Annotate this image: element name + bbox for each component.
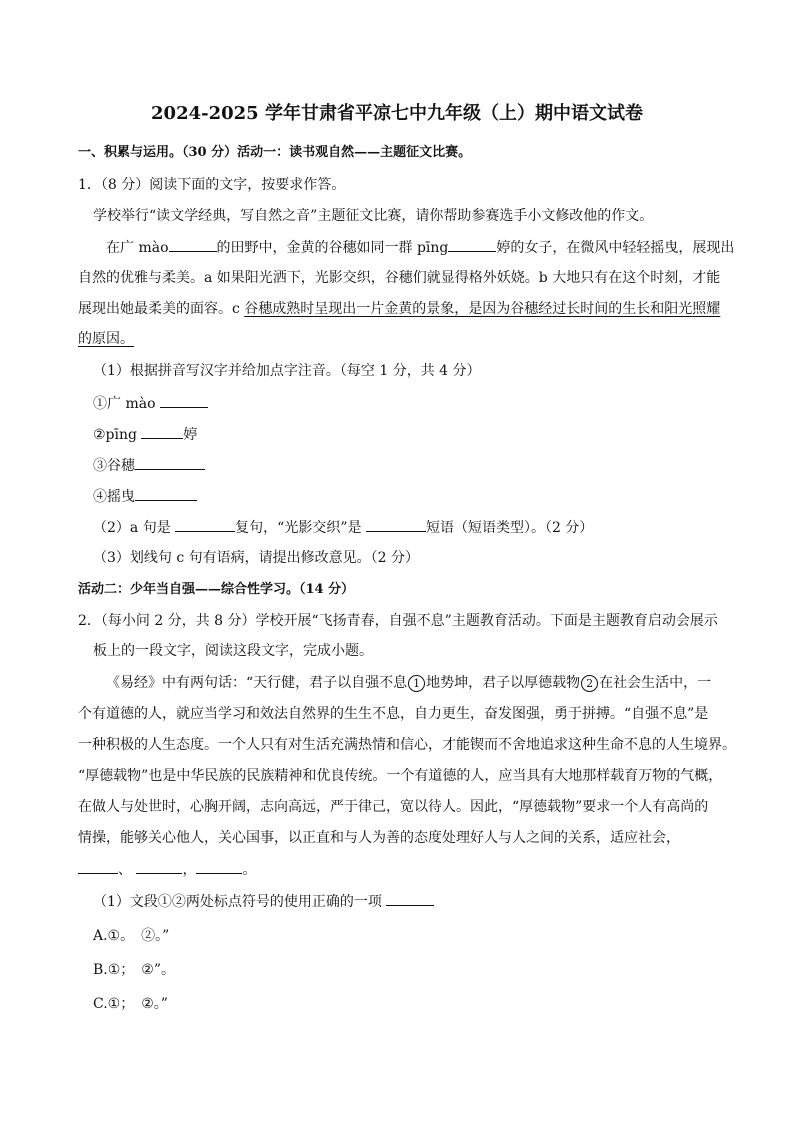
passage-text: 婷的女子，在微风中轻轻摇曳，展现出	[496, 240, 735, 256]
question-1-intro: 学校举行“读文学经典，写自然之音”主题征文比赛，请你帮助参赛选手小文修改他的作文。	[93, 208, 654, 224]
passage-line-1	[106, 237, 734, 258]
q2-sub-question-1	[93, 891, 434, 912]
passage-text: 《易经》中有两句话：“天行健，君子以自强不息	[106, 675, 408, 691]
q2-passage-line-5: 在做人与处世时，心胸开阔，志向高远，严于律己，宽以待人。因此，“厚德载物”要求一个人有高尚的	[78, 799, 709, 815]
item-1	[93, 393, 208, 414]
option-a[interactable]: A.①。 ②。”	[93, 928, 170, 944]
passage-text: 在广 mào	[106, 240, 169, 256]
item-label: ③谷穗	[93, 458, 135, 474]
passage-text: 展现出她最柔美的面容。c	[78, 301, 245, 317]
item-label: ②pīng	[93, 427, 137, 443]
item-3	[93, 455, 205, 476]
punctuation: 、	[118, 862, 132, 878]
sub-question-text: 复句，“光影交织”是	[235, 520, 362, 536]
item-suffix: 婷	[183, 427, 198, 443]
answer-blank[interactable]	[386, 891, 434, 906]
q2-passage-line-4: “厚德载物”也是中华民族的民族精神和优良传统。一个有道德的人，应当具有大地那样载育万物的气概，	[78, 768, 723, 784]
passage-text: 在社会生活中，一	[599, 675, 712, 691]
answer-blank[interactable]	[78, 859, 118, 874]
sub-question-text: （1）文段①②两处标点符号的使用正确的一项	[93, 894, 382, 910]
passage-line-2: 自然的优雅与柔美。a 如果阳光洒下，光影交织，谷穗们就显得格外妖娆。b 大地只有在这个时刻，才能	[78, 270, 721, 286]
sub-question-text: 短语（短语类型）。（2 分）	[425, 520, 594, 536]
activity-heading: 活动二：少年当自强——综合性学习。（14 分）	[78, 582, 355, 597]
punctuation: 。	[242, 862, 257, 878]
circled-number-2: 2	[581, 675, 598, 692]
answer-blank[interactable]	[141, 424, 183, 439]
punctuation: ，	[182, 862, 197, 878]
underlined-sentence: 谷穗成熟时呈现出一片金黄的景象，是因为谷穗经过长时间的生长和阳光照耀	[244, 301, 721, 317]
exam-title: 2024-2025 学年甘肃省平凉七中九年级（上）期中语文试卷	[151, 103, 643, 124]
circled-number-1: 1	[408, 675, 425, 692]
q2-passage-line-1	[106, 673, 711, 693]
question-2-stem-1: 2．（每小问 2 分，共 8 分）学校开展“飞扬青春，自强不息”主题教育活动。下面是主题教育启动会展示	[78, 613, 718, 629]
passage-text: 地势坤，君子以厚德载物	[426, 675, 581, 691]
question-1-stem: 1．（8 分）阅读下面的文字，按要求作答。	[78, 177, 346, 193]
q2-passage-line-3: 一种积极的人生态度。一个人只有对生活充满热情和信心，才能锲而不舍地追求这种生命不息的人生境界。	[78, 737, 736, 753]
answer-blank[interactable]	[366, 517, 426, 532]
q2-passage-line-7	[78, 859, 256, 880]
section-heading: 一、积累与运用。（30 分）活动一：读书观自然——主题征文比赛。	[78, 145, 472, 160]
option-c[interactable]: C.①； ②。”	[93, 996, 168, 1012]
answer-blank[interactable]	[448, 237, 496, 252]
q2-passage-line-6: 情操，能够关心他人，关心国事，以正直和与人为善的态度处理好人与人之间的关系，适应社会，	[78, 830, 680, 846]
answer-blank[interactable]	[136, 859, 182, 874]
sub-question-1: （1）根据拼音写汉字并给加点字注音。（每空 1 分，共 4 分）	[93, 363, 481, 379]
passage-line-4: 的原因。	[78, 331, 134, 347]
passage-text: 的田野中，金黄的谷穗如同一群 pīng	[216, 240, 449, 256]
item-label: ④摇曳	[93, 489, 135, 505]
sub-question-3: （3）划线句 c 句有语病，请提出修改意见。（2 分）	[93, 550, 420, 566]
sub-question-text: （2）a 句是	[93, 520, 171, 536]
answer-blank[interactable]	[196, 859, 242, 874]
answer-blank[interactable]	[175, 517, 235, 532]
question-2-stem-2: 板上的一段文字，阅读这段文字，完成小题。	[93, 643, 373, 659]
answer-blank[interactable]	[160, 393, 208, 408]
q2-passage-line-2: 个有道德的人，就应当学习和效法自然界的生生不息，自力更生，奋发图强，勇于拼搏。“自强不息”是	[78, 706, 709, 722]
item-4	[93, 486, 197, 507]
item-label: ①广 mào	[93, 396, 156, 412]
sub-question-2	[93, 517, 593, 538]
answer-blank[interactable]	[135, 455, 205, 470]
answer-blank[interactable]	[169, 237, 217, 252]
passage-line-3	[78, 299, 720, 319]
item-2	[93, 424, 197, 445]
answer-blank[interactable]	[135, 486, 197, 501]
option-b[interactable]: B.①； ②”。	[93, 962, 175, 978]
